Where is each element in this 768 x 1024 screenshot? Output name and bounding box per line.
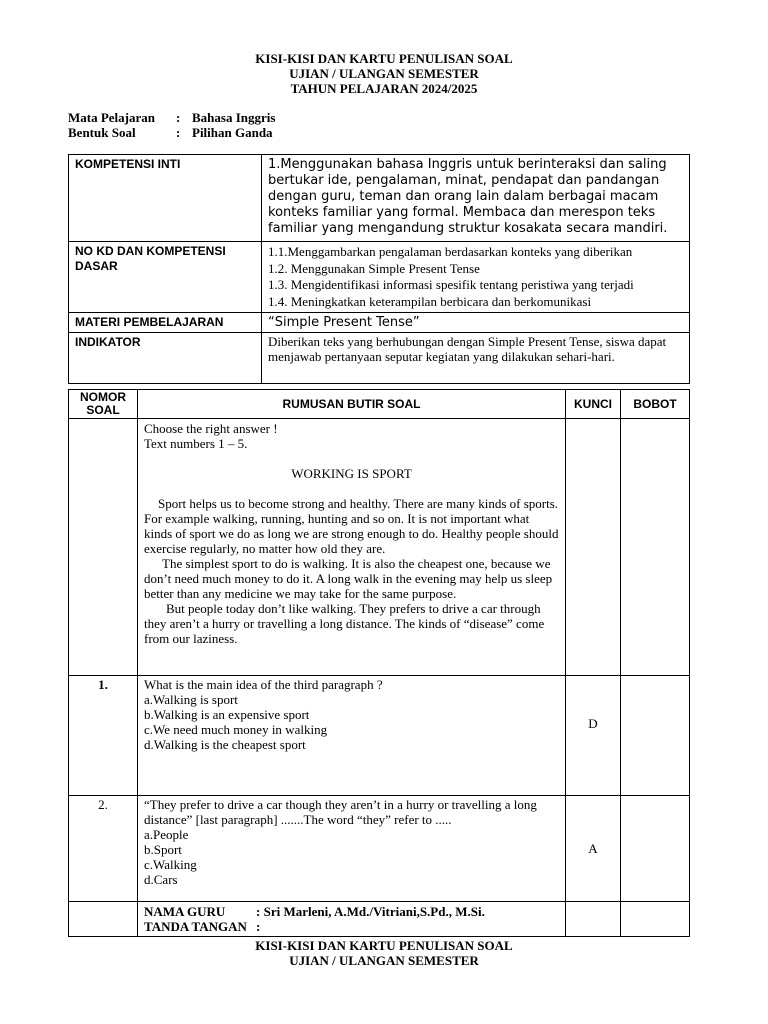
col-header-number: NOMOR SOAL bbox=[69, 390, 138, 419]
teacher-colon: : bbox=[256, 904, 261, 919]
kd-item: 1.4. Meningkatkan keterampilan berbicara dan berkomunikasi bbox=[268, 293, 592, 309]
materi-value: “Simple Present Tense” bbox=[262, 313, 690, 333]
question-body bbox=[138, 676, 566, 796]
teacher-info bbox=[138, 902, 566, 937]
signature-line bbox=[144, 919, 559, 934]
teacher-name-line bbox=[144, 904, 559, 919]
subject-row bbox=[68, 110, 275, 126]
answer-option: d.Cars bbox=[144, 872, 178, 887]
signature-colon: : bbox=[256, 919, 261, 934]
answer-key: A bbox=[566, 796, 621, 902]
question-row bbox=[69, 676, 690, 796]
answer-option: c.We need much money in walking bbox=[144, 722, 328, 737]
answer-option: a.Walking is sport bbox=[144, 692, 238, 707]
question-form-colon: : bbox=[176, 125, 181, 140]
answer-option: b.Sport bbox=[144, 842, 182, 857]
indikator-value: Diberikan teks yang berhubungan dengan Simple Present Tense, siswa dapat menjawab pertanyaan seputar kegiatan yang dilakukan sehari-hari. bbox=[262, 333, 690, 384]
teacher-name: Sri Marleni, A.Md./Vitriani,S.Pd., M.Si. bbox=[263, 904, 485, 919]
question-body bbox=[138, 796, 566, 902]
passage-title: WORKING IS SPORT bbox=[291, 466, 412, 481]
document-title: KISI-KISI DAN KARTU PENULISAN SOAL bbox=[255, 51, 513, 66]
answer-key: D bbox=[566, 676, 621, 796]
instruction-text: Choose the right answer ! bbox=[144, 421, 278, 436]
kd-item: 1.1.Menggambarkan pengalaman berdasarkan konteks yang diberikan bbox=[268, 244, 633, 259]
indikator-row bbox=[69, 333, 690, 384]
subject-label: Mata Pelajaran bbox=[68, 110, 156, 125]
kd-row bbox=[69, 242, 690, 313]
next-page-title: KISI-KISI DAN KARTU PENULISAN SOAL bbox=[255, 938, 513, 953]
kd-label: NO KD DAN KOMPETENSI DASAR bbox=[69, 242, 262, 313]
answer-option: a.People bbox=[144, 827, 189, 842]
table-header-row bbox=[69, 390, 690, 419]
question-weight bbox=[621, 676, 690, 796]
question-form-label: Bentuk Soal bbox=[68, 125, 136, 140]
answer-option: b.Walking is an expensive sport bbox=[144, 707, 310, 722]
kd-item: 1.2. Menggunakan Simple Present Tense bbox=[268, 260, 480, 276]
ki-label: KOMPETENSI INTI bbox=[69, 155, 262, 242]
passage-paragraph: Sport helps us to become strong and healthy. There are many kinds of sports. For example walking, running, hunting and so on. It is not important what kinds of sport we do as long we are strong enough to do. Healthy people should exercise regularly, no matter how old they are. bbox=[144, 496, 559, 556]
teacher-label: NAMA GURU bbox=[144, 904, 226, 919]
exam-title: UJIAN / ULANGAN SEMESTER bbox=[289, 66, 479, 81]
question-form-row bbox=[68, 125, 273, 141]
kd-item: 1.3. Mengidentifikasi informasi spesifik tentang peristiwa yang terjadi bbox=[268, 277, 634, 292]
question-stem: “They prefer to drive a car though they aren’t in a hurry or travelling a long distance” [last paragraph] .......The word “they” refer to ..... bbox=[144, 797, 537, 827]
col-header-question: RUMUSAN BUTIR SOAL bbox=[138, 390, 566, 419]
ki-row bbox=[69, 155, 690, 242]
col-header-key: KUNCI bbox=[566, 390, 621, 419]
kd-list bbox=[262, 242, 690, 313]
materi-label: MATERI PEMBELAJARAN bbox=[69, 313, 262, 333]
competency-table bbox=[68, 154, 690, 384]
question-row bbox=[69, 796, 690, 902]
reading-passage bbox=[138, 419, 566, 676]
text-numbers: Text numbers 1 – 5. bbox=[144, 436, 248, 451]
ki-value: 1.Menggunakan bahasa Inggris untuk berinteraksi dan saling bertukar ide, pengalaman, minat, pendapat dan pandangan dengan guru, teman dan orang lain dalam berbagai macam konteks familiar yang formal. Membaca dan merespon teks familiar yang mengandung struktur kosakata secara mandiri. bbox=[262, 155, 690, 242]
teacher-row bbox=[69, 902, 690, 937]
passage-paragraph: But people today don’t like walking. They prefers to drive a car through they aren’t a hurry or travelling a long distance. The kinds of “disease” come from our laziness. bbox=[144, 601, 545, 646]
answer-option: d.Walking is the cheapest sport bbox=[144, 737, 306, 752]
indikator-label: INDIKATOR bbox=[69, 333, 262, 384]
question-card-table bbox=[68, 389, 690, 937]
academic-year: TAHUN PELAJARAN 2024/2025 bbox=[290, 81, 478, 96]
question-number: 1. bbox=[69, 676, 138, 796]
question-number: 2. bbox=[69, 796, 138, 902]
answer-option: c.Walking bbox=[144, 857, 197, 872]
subject-colon: : bbox=[176, 110, 181, 125]
subject-value: Bahasa Inggris bbox=[192, 110, 276, 125]
signature-label: TANDA TANGAN bbox=[144, 919, 247, 934]
passage-paragraph: The simplest sport to do is walking. It is also the cheapest one, because we don’t need much money to do it. A long walk in the evening may help us sleep better than any medicine we may take for the same purpose. bbox=[144, 556, 553, 601]
col-header-weight: BOBOT bbox=[621, 390, 690, 419]
question-form-value: Pilihan Ganda bbox=[192, 125, 273, 140]
question-stem: What is the main idea of the third paragraph ? bbox=[144, 677, 383, 692]
passage-row bbox=[69, 419, 690, 676]
question-weight bbox=[621, 796, 690, 902]
next-page-exam-title: UJIAN / ULANGAN SEMESTER bbox=[289, 953, 479, 968]
materi-row bbox=[69, 313, 690, 333]
